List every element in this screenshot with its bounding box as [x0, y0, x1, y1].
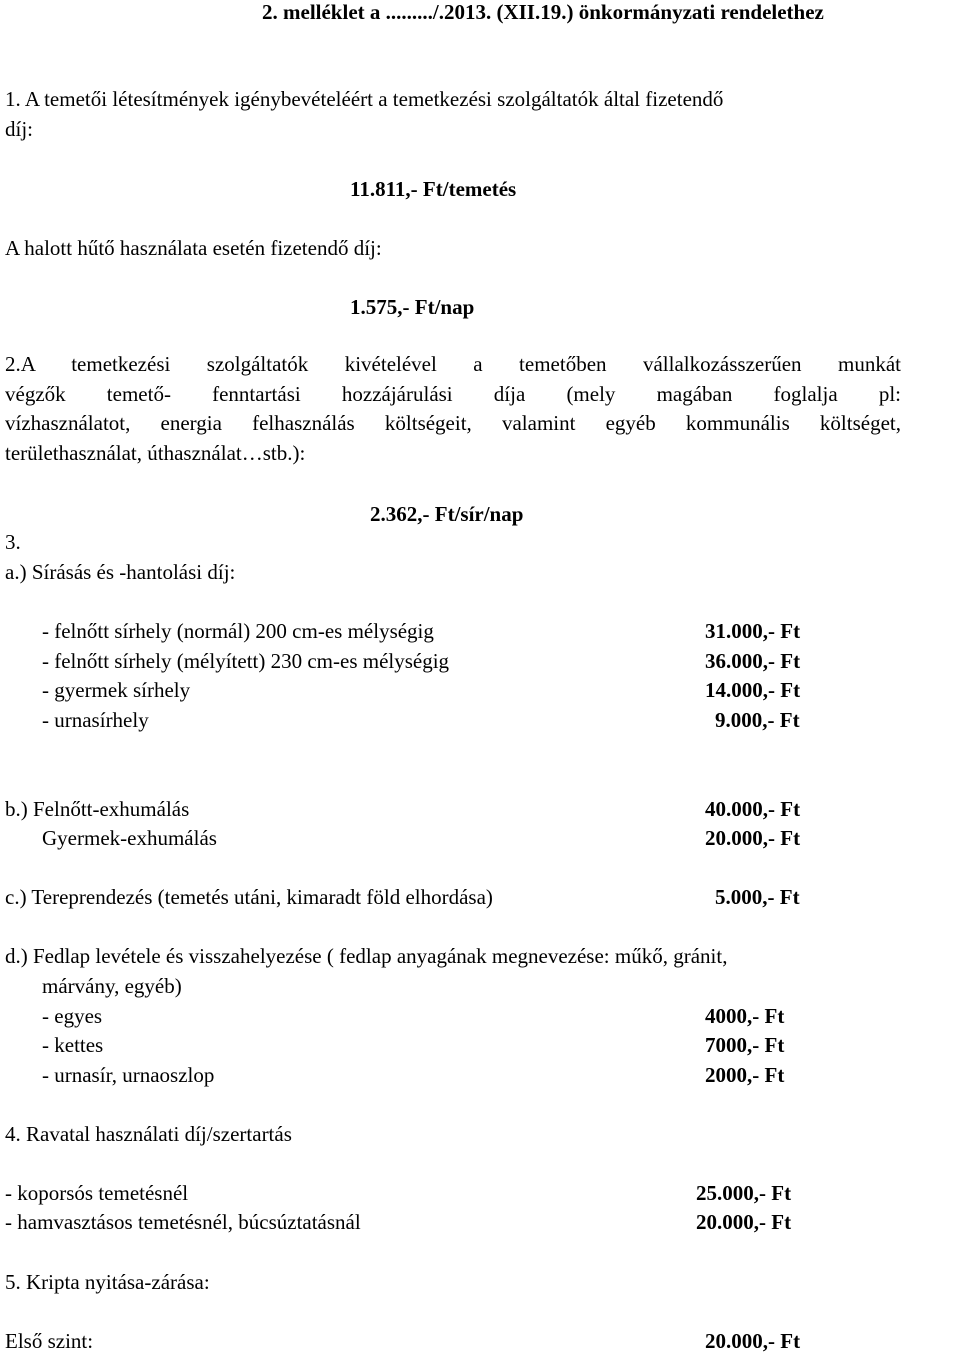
section2-line-3: vízhasználatot, energia felhasználás költségeit, valamint egyéb kommunális költséget, — [5, 411, 901, 435]
section1-intro: 1. A temetői létesítmények igénybevételéért a temetkezési szolgáltatók által fizetendő — [5, 87, 724, 111]
section5-title: 5. Kripta nyitása-zárása: — [5, 1270, 210, 1294]
section4-item-price: 20.000,- Ft — [696, 1210, 792, 1234]
cooler-fee: 1.575,- Ft/nap — [350, 295, 475, 319]
section1-fee: 11.811,- Ft/temetés — [350, 177, 517, 201]
a-item-label: - felnőtt sírhely (mélyített) 230 cm-es mélységig — [42, 649, 450, 673]
c-item-label: c.) Tereprendezés (temetés utáni, kimaradt föld elhordása) — [5, 885, 493, 909]
b-item-label: Gyermek-exhumálás — [42, 826, 217, 850]
d-item-price: 2000,- Ft — [705, 1063, 785, 1087]
section5-item-price: 20.000,- Ft — [705, 1329, 801, 1353]
section2-last-line: területhasználat, úthasználat…stb.): — [5, 441, 306, 465]
c-item-price: 5.000,- Ft — [715, 885, 800, 909]
section3-a-label: a.) Sírásás és -hantolási díj: — [5, 560, 236, 584]
section4-item-label: - hamvasztásos temetésnél, búcsúztatásnál — [5, 1210, 361, 1234]
section5-item-label: Első szint: — [5, 1329, 94, 1353]
a-item-price: 9.000,- Ft — [715, 708, 800, 732]
d-label: d.) Fedlap levétele és visszahelyezése ( fedlap anyagának megnevezése: műkő, gránit, — [5, 944, 728, 968]
section2-line-2: végzők temető- fenntartási hozzájárulási díja (mely magában foglalja pl: — [5, 382, 901, 406]
d-item-price: 7000,- Ft — [705, 1033, 785, 1057]
a-item-price: 31.000,- Ft — [705, 619, 801, 643]
a-item-price: 36.000,- Ft — [705, 649, 801, 673]
b-item-label: b.) Felnőtt-exhumálás — [5, 797, 190, 821]
section1-intro-cont: díj: — [5, 117, 34, 141]
section3-number: 3. — [5, 530, 21, 554]
a-item-price: 14.000,- Ft — [705, 678, 801, 702]
section4-title: 4. Ravatal használati díj/szertartás — [5, 1122, 292, 1146]
a-item-label: - felnőtt sírhely (normál) 200 cm-es mélységig — [42, 619, 434, 643]
cooler-label: A halott hűtő használata esetén fizetendő díj: — [5, 236, 382, 260]
section4-item-label: - koporsós temetésnél — [5, 1181, 189, 1205]
page-title: 2. melléklet a ........./.2013. (XII.19.) önkormányzati rendelethez — [262, 0, 824, 24]
d-item-label: - egyes — [42, 1004, 103, 1028]
a-item-label: - urnasírhely — [42, 708, 149, 732]
b-item-price: 40.000,- Ft — [705, 797, 801, 821]
section2-line-1: 2.A temetkezési szolgáltatók kivételével a temetőben vállalkozásszerűen munkát — [5, 352, 901, 376]
section4-item-price: 25.000,- Ft — [696, 1181, 792, 1205]
d-label-cont: márvány, egyéb) — [42, 974, 182, 998]
d-item-price: 4000,- Ft — [705, 1004, 785, 1028]
d-item-label: - kettes — [42, 1033, 104, 1057]
b-item-price: 20.000,- Ft — [705, 826, 801, 850]
a-item-label: - gyermek sírhely — [42, 678, 191, 702]
d-item-label: - urnasír, urnaoszlop — [42, 1063, 215, 1087]
section2-fee: 2.362,- Ft/sír/nap — [370, 502, 524, 526]
